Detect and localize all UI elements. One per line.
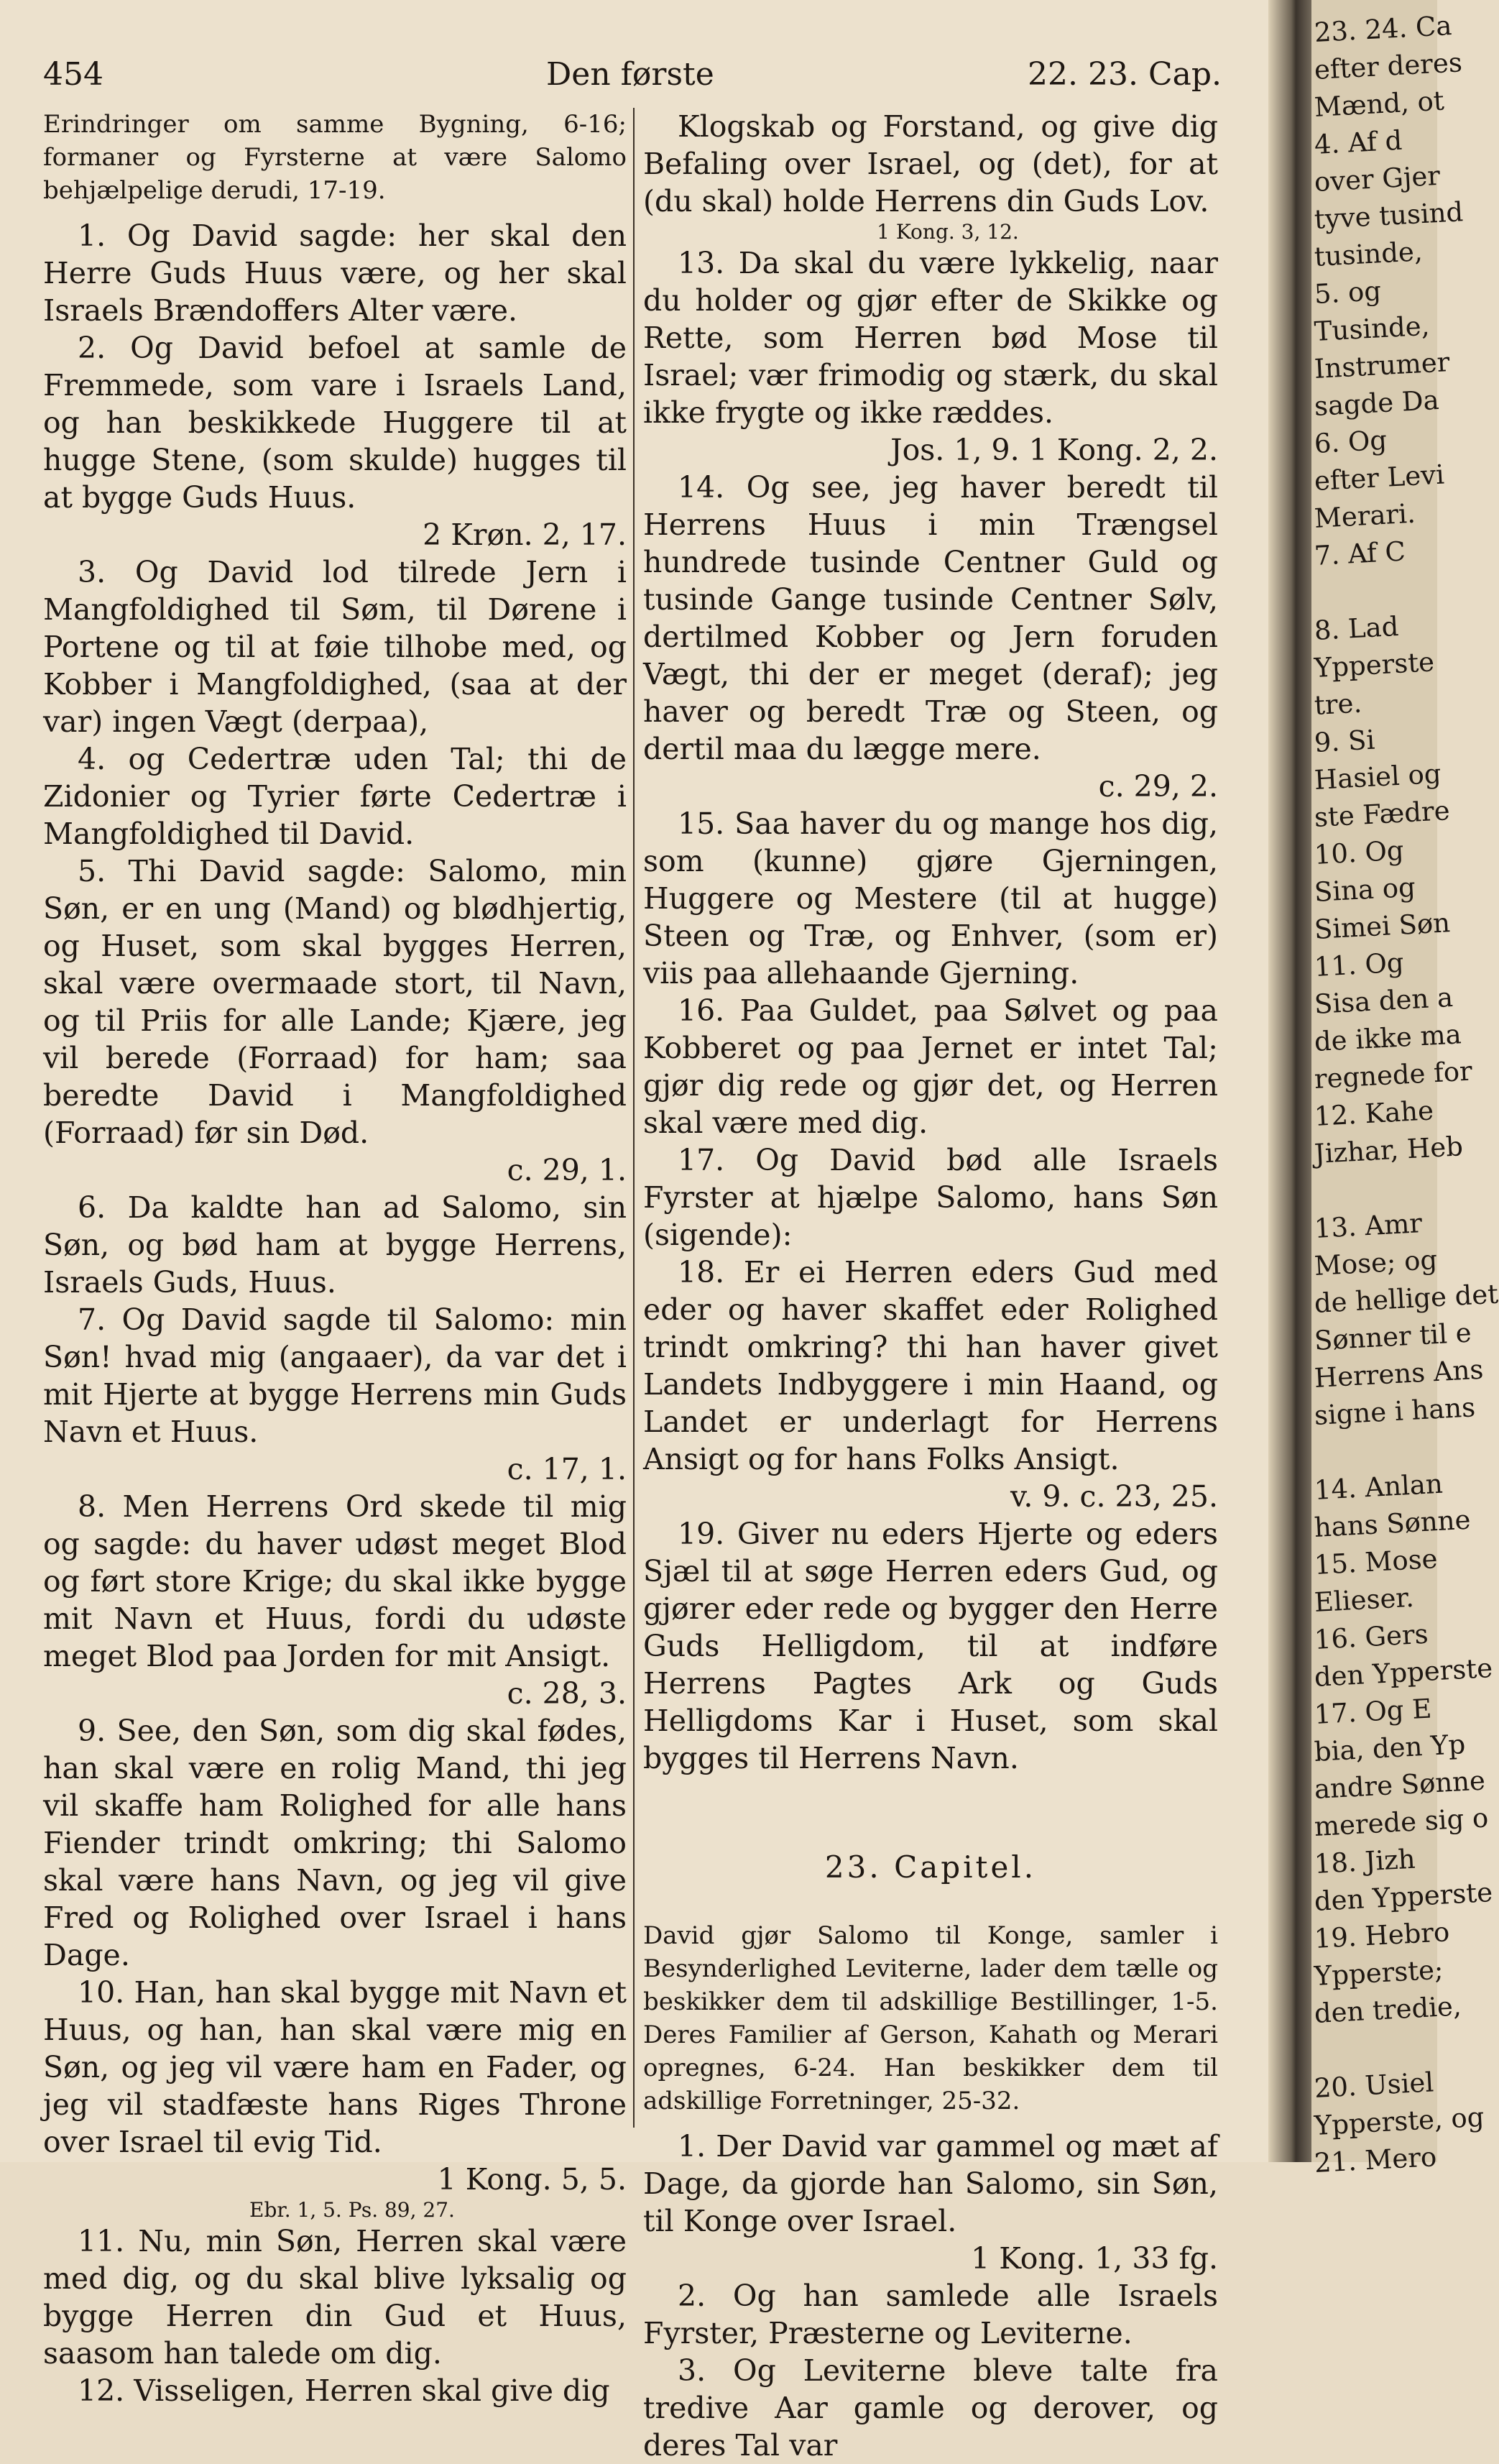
- facing-page-line: Sina og: [1313, 871, 1416, 908]
- facing-page-line: efter Levi: [1313, 459, 1445, 497]
- verse-text: 19. Giver nu eders Hjerte og eders Sjæl til at søge Herren eders Gud, og gjører eder rede og bygger den Herre Guds Helligdom, til at indføre Herrens Pagtes Ark og Guds Helligdoms Kar i Huset, som skal bygges til Herrens Navn.: [643, 1517, 1218, 1775]
- facing-page-line: 6. Og: [1313, 424, 1388, 459]
- facing-page-line: merede sig o: [1313, 1802, 1490, 1842]
- verse: [43, 1189, 627, 1301]
- facing-page-line: [1314, 569, 1438, 612]
- verse: [643, 1254, 1218, 1515]
- verse: [43, 1301, 627, 1488]
- facing-page-line: 9. Si: [1313, 724, 1376, 758]
- right-column: [643, 108, 1218, 2464]
- facing-page-line: Tusinde,: [1313, 310, 1431, 347]
- facing-page-line: 19. Hebro: [1313, 1916, 1451, 1954]
- facing-page-line: Mose; og: [1313, 1244, 1439, 1282]
- verse-text: 6. Da kaldte han ad Salomo, sin Søn, og bød ham at bygge Herrens, Israels Guds, Huus.: [43, 1190, 627, 1300]
- facing-page-line: tyve tusind: [1313, 196, 1465, 235]
- facing-page-line: sagde Da: [1313, 384, 1440, 422]
- verse: [643, 2352, 1218, 2464]
- verse: [43, 217, 627, 329]
- facing-page-line: hans Sønne: [1313, 1504, 1472, 1543]
- facing-page-line: 10. Og: [1313, 835, 1405, 870]
- verse-reference: v. 9. c. 23, 25.: [1010, 1479, 1218, 1514]
- verse-text: Klogskab og Forstand, og give dig Befaling over Israel, og (det), for at (du skal) holde Herrens din Guds Lov.: [643, 109, 1218, 219]
- verse: [43, 2222, 627, 2372]
- verse-text: 11. Nu, min Søn, Herren skal være med dig, og du skal blive lyksalig og bygge Herren din Gud et Huus, saasom han talede om dig.: [43, 2224, 627, 2371]
- chapter-range: 22. 23. Cap.: [1028, 56, 1222, 93]
- facing-page-line: signe i hans: [1313, 1392, 1477, 1431]
- verse: [643, 992, 1218, 1141]
- facing-page-line: 20. Usiel: [1313, 2067, 1435, 2104]
- chapter-heading: 23. Capitel.: [824, 1849, 1037, 1885]
- verse: [643, 805, 1218, 992]
- facing-page-line: efter deres: [1313, 47, 1463, 86]
- verse-reference: 1 Kong. 1, 33 fg.: [971, 2241, 1218, 2276]
- running-header: [43, 56, 1222, 106]
- cross-reference: 1 Kong. 3, 12.: [877, 220, 1019, 244]
- verse-text: 1. Der David var gammel og mæt af Dage, da gjorde han Salomo, sin Søn, til Konge over Israel.: [643, 2129, 1218, 2238]
- verse: [43, 1974, 627, 2222]
- facing-page-line: Ypperste: [1313, 646, 1436, 684]
- verse: [43, 1712, 627, 1974]
- facing-page-line: 18. Jizh: [1313, 1843, 1416, 1880]
- facing-page-line: 12. Kahe: [1313, 1095, 1434, 1132]
- verse-reference: c. 29, 2.: [1098, 769, 1218, 804]
- column-divider: [633, 108, 635, 2128]
- verse-text: 10. Han, han skal bygge mit Navn et Huus, og han, han skal være mig en Søn, og jeg vil være ham en Fader, og jeg vil stadfæste hans Riges Throne over Israel til evig Tid.: [43, 1975, 627, 2159]
- verse-text: 4. og Cedertræ uden Tal; thi de Zidonier og Tyrier førte Cedertræ i Mangfoldighed til David.: [43, 742, 627, 851]
- facing-page-line: [1314, 2026, 1438, 2070]
- facing-page-line: 23. 24. Ca: [1313, 10, 1453, 48]
- verse-reference: Jos. 1, 9. 1 Kong. 2, 2.: [890, 433, 1218, 467]
- chapter-summary: David gjør Salomo til Konge, samler i Besynderlighed Leviterne, lader dem tælle og beskikker dem til adskillige Bestillinger, 1-5. Deres Familier af Gerson, Kahath og Merari opregnes, 6-24. Han beskikker dem til adskillige Forretninger, 25-32.: [643, 1921, 1218, 2115]
- facing-page-line: 7. Af C: [1313, 535, 1406, 571]
- verse: [643, 108, 1218, 244]
- verse-text: 9. See, den Søn, som dig skal fødes, han skal være en rolig Mand, thi jeg vil skaffe ham Rolighed for alle hans Fiender trindt omkring; thi Salomo skal være hans Navn, og jeg vil give Fred og Rolighed over Israel i hans Dage.: [43, 1714, 627, 1972]
- verse-text: 17. Og David bød alle Israels Fyrster at hjælpe Salomo, hans Søn (sigende):: [643, 1143, 1218, 1252]
- facing-page-line: Herrens Ans: [1313, 1353, 1485, 1394]
- facing-page-line: tre.: [1313, 687, 1363, 721]
- verse-text: 2. Og David befoel at samle de Fremmede, som vare i Israels Land, og han beskikkede Huggere til at hugge Stene, (som skulde) hugges til at bygge Guds Huus.: [43, 331, 627, 515]
- verse: [643, 469, 1218, 805]
- facing-page-line: 17. Og E: [1313, 1693, 1433, 1730]
- facing-page: [1311, 0, 1499, 2179]
- verse: [643, 244, 1218, 469]
- facing-page-line: Mænd, ot: [1313, 85, 1445, 123]
- verse: [43, 852, 627, 1189]
- facing-page-line: 4. Af d: [1313, 124, 1403, 160]
- verse-text: 2. Og han samlede alle Israels Fyrster, Præsterne og Leviterne.: [643, 2279, 1218, 2350]
- facing-page-line: de ikke ma: [1313, 1019, 1462, 1057]
- book-title: Den første: [546, 56, 714, 93]
- facing-page-line: [1314, 1167, 1438, 1210]
- facing-page-line: ste Fædre: [1313, 795, 1451, 833]
- verse: [43, 1488, 627, 1712]
- verse-text: 5. Thi David sagde: Salomo, min Søn, er en ung (Mand) og blødhjertig, og Huset, som skal bygges Herren, skal være overmaade stort, til Navn, og til Priis for alle Lande; Kjære, jeg vil berede (Forraad) for ham; saa beredte David i Mangfoldighed (Forraad) før sin Død.: [43, 854, 627, 1150]
- facing-page-line: 16. Gers: [1313, 1618, 1429, 1655]
- facing-page-line: 8. Lad: [1313, 610, 1400, 646]
- left-column: [43, 108, 627, 2409]
- verse-text: 1. Og David sagde: her skal den Herre Guds Huus være, og her skal Israels Brændoffers Alter være.: [43, 219, 627, 328]
- facing-page-line: [1314, 1428, 1438, 1472]
- facing-page-line: Merari.: [1313, 497, 1416, 534]
- verse-reference: 2 Krøn. 2, 17.: [423, 518, 627, 552]
- verse: [643, 1141, 1218, 1254]
- facing-page-line: 21. Mero: [1313, 2141, 1438, 2179]
- verse-text: 16. Paa Guldet, paa Sølvet og paa Kobberet og paa Jernet er intet Tal; gjør dig rede og gjør det, og Herren skal være med dig.: [643, 993, 1218, 1140]
- facing-page-line: den Ypperste: [1313, 1877, 1494, 1917]
- facing-page-line: Elieser.: [1313, 1581, 1415, 1618]
- verse-text: 3. Og David lod tilrede Jern i Mangfoldighed til Søm, til Dørene i Portene og til at føie tilhobe med, og Kobber i Mangfoldighed, (saa at der var) ingen Vægt (derpaa),: [43, 555, 627, 739]
- facing-page-line: Simei Søn: [1313, 907, 1452, 945]
- chapter-summary-continued: Erindringer om samme Bygning, 6-16; formaner og Fyrsterne at være Salomo behjælpelige derudi, 17-19.: [43, 110, 627, 205]
- verse: [643, 2277, 1218, 2352]
- cross-reference: Ebr. 1, 5. Ps. 89, 27.: [249, 2198, 455, 2222]
- facing-page-line: Sønner til e: [1313, 1317, 1472, 1356]
- facing-page-line: bia, den Yp: [1313, 1729, 1467, 1767]
- facing-page-line: de hellige det: [1313, 1278, 1499, 1319]
- verse-reference: c. 28, 3.: [507, 1676, 627, 1711]
- verse-text: 3. Og Leviterne bleve talte fra tredive Aar gamle og derover, og deres Tal var: [643, 2353, 1218, 2463]
- verse: [43, 553, 627, 740]
- verse-text: 15. Saa haver du og mange hos dig, som (kunne) gjøre Gjerningen, Huggere og Mestere (til at hugge) Steen og Træ, og Enhver, (som er) viis paa allehaande Gjerning.: [643, 806, 1218, 990]
- verse-text: 13. Da skal du være lykkelig, naar du holder og gjør efter de Skikke og Rette, som Herren bød Mose til Israel; vær frimodig og stærk, du skal ikke frygte og ikke ræddes.: [643, 246, 1218, 430]
- facing-page-line: andre Sønne: [1313, 1765, 1486, 1805]
- verse-reference: c. 29, 1.: [507, 1153, 627, 1187]
- left-verses: [43, 217, 627, 2409]
- facing-page-line: den tredie,: [1313, 1990, 1462, 2029]
- facing-page-text: [1311, 0, 1499, 2182]
- facing-page-line: 15. Mose: [1313, 1543, 1439, 1581]
- right-verses-ch23: [643, 2128, 1218, 2464]
- verse-text: 8. Men Herrens Ord skede til mig og sagde: du haver udøst meget Blod og ført store Krige; du skal ikke bygge mit Navn et Huus, fordi du udøste meget Blod paa Jorden for mit Ansigt.: [43, 1489, 627, 1673]
- verse: [643, 1515, 1218, 1777]
- facing-page-line: 13. Amr: [1313, 1208, 1424, 1244]
- verse-text: 7. Og David sagde til Salomo: min Søn! hvad mig (angaaer), da var det i mit Hjerte at bygge Herrens min Guds Navn et Huus.: [43, 1302, 627, 1449]
- facing-page-line: regnede for: [1313, 1055, 1473, 1095]
- verse-text: 18. Er ei Herren eders Gud med eder og haver skaffet eder Rolighed trindt omkring? thi han haver givet Landets Indbyggere i min Haand, og Landet er underlagt for Herrens Ansigt og for hans Folks Ansigt.: [643, 1255, 1218, 1476]
- facing-page-line: Hasiel og: [1313, 758, 1442, 796]
- verse: [643, 2128, 1218, 2277]
- facing-page-line: Sisa den a: [1313, 981, 1454, 1020]
- facing-page-line: 11. Og: [1313, 947, 1405, 983]
- facing-page-line: Jizhar, Heb: [1313, 1131, 1464, 1169]
- facing-page-line: 14. Anlan: [1313, 1468, 1444, 1506]
- facing-page-line: Instrumer: [1313, 346, 1451, 385]
- right-verses-ch22: [643, 108, 1218, 1777]
- facing-page-line: Ypperste, og: [1313, 2101, 1485, 2141]
- verse-text: 12. Visseligen, Herren skal give dig: [78, 2373, 610, 2408]
- verse: [43, 329, 627, 553]
- facing-page-line: over Gjer: [1313, 160, 1441, 198]
- facing-page-line: tusinde,: [1313, 236, 1424, 272]
- verse: [43, 740, 627, 852]
- verse-reference: c. 17, 1.: [507, 1452, 627, 1486]
- verse: [43, 2372, 627, 2409]
- verse-reference: 1 Kong. 5, 5.: [437, 2162, 627, 2197]
- verse-text: 14. Og see, jeg haver beredt til Herrens Huus i min Trængsel hundrede tusinde Centner Guld og tusinde Gange tusinde Centner Sølv, dertilmed Kobber og Jern foruden Vægt, thi der er meget (deraf); jeg haver og beredt Træ og Steen, og dertil maa du lægge mere.: [643, 470, 1218, 766]
- page-number: 454: [43, 56, 103, 93]
- facing-page-line: Ypperste;: [1313, 1954, 1444, 1992]
- facing-page-line: 5. og: [1313, 275, 1383, 310]
- facing-page-line: den Ypperste: [1313, 1652, 1494, 1693]
